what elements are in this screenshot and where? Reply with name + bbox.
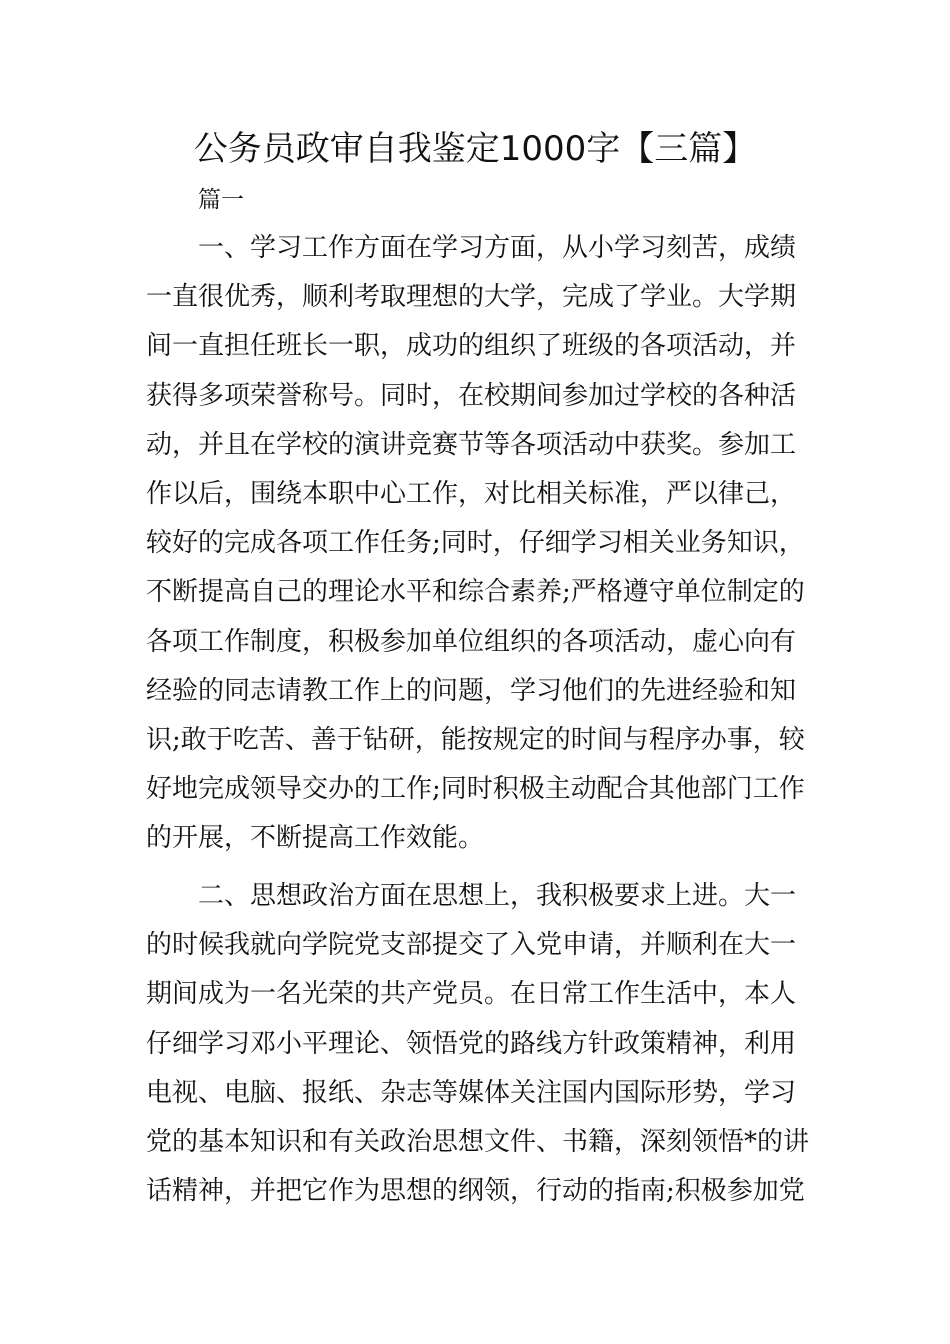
paragraph-line: 获得多项荣誉称号。同时，在校期间参加过学校的各种活 xyxy=(146,380,797,411)
document-title: 公务员政审自我鉴定1000字【三篇】 xyxy=(193,129,757,169)
paragraph-line: 一、学习工作方面在学习方面，从小学习刻苦，成绩 xyxy=(198,233,797,263)
paragraph-line: 期间成为一名光荣的共产党员。在日常工作生活中，本人 xyxy=(146,979,797,1010)
paragraph-line: 话精神，并把它作为思想的纲领，行动的指南;积极参加党 xyxy=(146,1176,805,1207)
paragraph-line: 经验的同志请教工作上的问题，学习他们的先进经验和知 xyxy=(146,675,797,706)
paragraph-line: 一直很优秀，顺利考取理想的大学，完成了学业。大学期 xyxy=(146,282,797,313)
paragraph-line: 作以后，围绕本职中心工作，对比相关标准，严以律己， xyxy=(146,478,797,509)
paragraph-line: 不断提高自己的理论水平和综合素养;严格遵守单位制定的 xyxy=(146,577,805,608)
paragraph-line: 间一直担任班长一职，成功的组织了班级的各项活动，并 xyxy=(146,331,797,362)
paragraph-line: 识;敢于吃苦、善于钻研，能按规定的时间与程序办事，较 xyxy=(146,724,805,755)
paragraph-line: 仔细学习邓小平理论、领悟党的路线方针政策精神，利用 xyxy=(146,1028,797,1059)
paragraph-line: 动，并且在学校的演讲竞赛节等各项活动中获奖。参加工 xyxy=(146,429,797,460)
paragraph-line: 二、思想政治方面在思想上，我积极要求上进。大一 xyxy=(198,881,797,911)
paragraph-1 xyxy=(146,224,810,863)
paragraph-line: 的开展，不断提高工作效能。 xyxy=(146,823,485,854)
paragraph-2 xyxy=(146,872,810,1216)
paragraph-line: 较好的完成各项工作任务;同时，仔细学习相关业务知识， xyxy=(146,528,805,559)
paragraph-line: 电视、电脑、报纸、杂志等媒体关注国内国际形势，学习 xyxy=(146,1077,797,1108)
paragraph-line: 各项工作制度，积极参加单位组织的各项活动，虚心向有 xyxy=(146,626,797,657)
paragraph-line: 党的基本知识和有关政治思想文件、书籍，深刻领悟*的讲 xyxy=(146,1126,810,1157)
paragraph-line: 好地完成领导交办的工作;同时积极主动配合其他部门工作 xyxy=(146,774,805,805)
paragraph-line: 的时候我就向学院党支部提交了入党申请，并顺利在大一 xyxy=(146,930,797,961)
section-label: 篇一 xyxy=(198,187,244,213)
